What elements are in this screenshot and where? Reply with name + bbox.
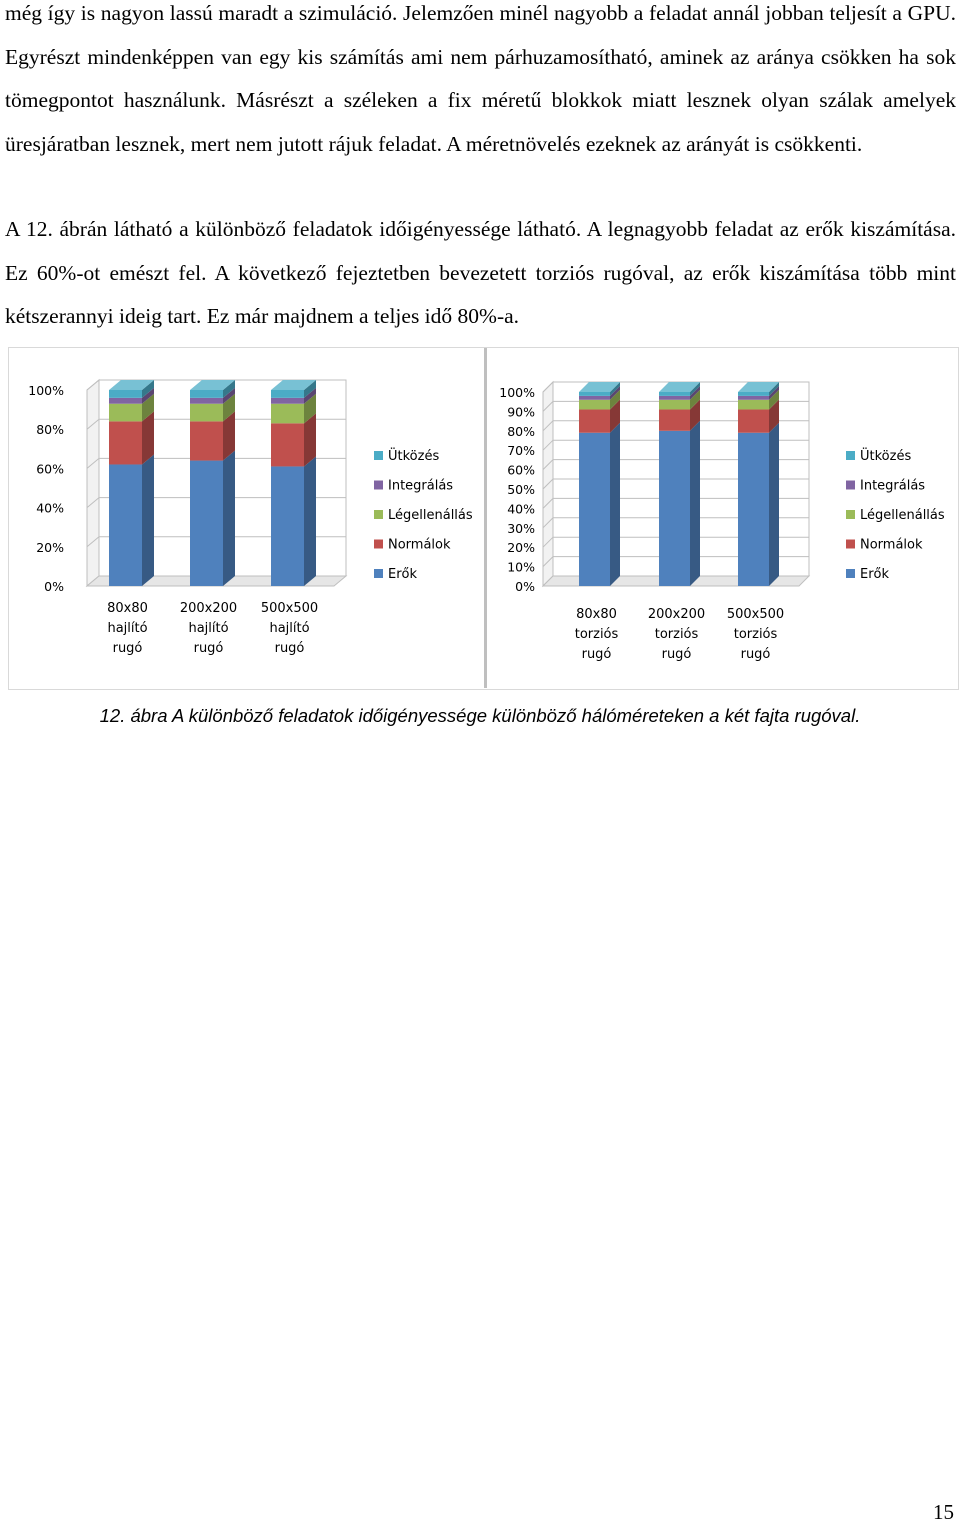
bar-segment — [190, 398, 223, 404]
bar-segment — [579, 409, 610, 432]
y-tick-label: 40% — [507, 501, 535, 517]
y-tick-label: 20% — [507, 540, 535, 556]
x-category-label: torziós — [654, 627, 699, 642]
x-category-label: rugó — [193, 641, 224, 656]
bar-segment-side — [223, 451, 235, 586]
bar-segment — [109, 464, 142, 586]
x-category-label: rugó — [112, 641, 143, 656]
legend-swatch — [374, 510, 383, 519]
bar-segment — [271, 423, 304, 466]
paragraph-1: még így is nagyon lassú maradt a szimuláció. Jelemzően minél nagyobb a feladat annál jobban teljesít a GPU. Egyrészt mindenképpen van egy kis számítás ami nem párhuzamosítható, aminek az aránya csökken ha sok tömegpontot használunk. Másrészt a széleken a fix méretű blokkok miatt lesznek olyan szálak amelyek üresjáratban lesznek, mert nem jutott rájuk feladat. A méretnövelés ezeknek az arányát is csökkenti. — [5, 1, 956, 156]
y-tick-label: 90% — [507, 404, 535, 420]
y-tick-label: 40% — [36, 500, 64, 516]
bar-segment — [579, 400, 610, 410]
bar-segment — [738, 392, 769, 396]
legend-label: Légellenállás — [860, 508, 945, 523]
bar-segment — [271, 390, 304, 398]
chart-side-wall — [87, 380, 99, 586]
y-tick-label: 100% — [499, 385, 535, 400]
y-tick-label: 60% — [36, 461, 64, 477]
bar-segment — [190, 461, 223, 586]
legend-label: Integrálás — [388, 478, 454, 494]
legend-swatch — [374, 451, 383, 460]
bar-segment-side — [610, 423, 620, 586]
chart-panel-torsion-spring — [487, 348, 958, 688]
legend-label: Erők — [860, 567, 890, 582]
legend-swatch — [846, 569, 855, 578]
x-category-label: 200x200 — [647, 607, 706, 622]
bar-segment — [738, 400, 769, 410]
bar-segment — [271, 466, 304, 586]
y-tick-label: 100% — [28, 383, 64, 398]
y-tick-label: 80% — [507, 423, 535, 439]
bar-segment — [109, 404, 142, 422]
bar-segment — [738, 396, 769, 400]
bar-segment — [738, 409, 769, 432]
y-tick-label: 60% — [507, 462, 535, 478]
x-category-label: 200x200 — [179, 601, 238, 616]
bar-segment — [579, 433, 610, 586]
x-category-label: 80x80 — [576, 607, 617, 622]
y-tick-label: 30% — [507, 520, 535, 536]
legend-label: Normálok — [860, 537, 923, 553]
bar-segment — [271, 404, 304, 424]
legend-label: Erők — [388, 567, 418, 582]
chart-bending-spring — [9, 348, 484, 688]
legend-swatch — [374, 481, 383, 490]
legend-label: Normálok — [388, 537, 451, 553]
y-tick-label: 50% — [507, 482, 535, 497]
bar-segment — [190, 421, 223, 460]
bar-segment-side — [304, 456, 316, 586]
legend-swatch — [846, 451, 855, 460]
chart-panel-bending-spring — [9, 348, 484, 688]
x-category-label: torziós — [574, 627, 619, 642]
y-tick-label: 0% — [44, 579, 64, 594]
legend-swatch — [374, 569, 383, 578]
bar-segment — [579, 392, 610, 396]
x-category-label: rugó — [740, 647, 771, 662]
paragraph-2: A 12. ábrán látható a különböző feladatok időigényessége látható. A legnagyobb feladat az erők kiszámítása. Ez 60%-ot emészt fel. A következő fejeztetben bevezetett torziós rugóval, az erők kiszámítása több mint kétszerannyi ideig tart. Ez már majdnem a teljes idő 80%-a. — [5, 217, 956, 328]
legend-swatch — [846, 481, 855, 490]
page-number: 15 — [933, 1500, 954, 1524]
bar-segment — [659, 400, 690, 410]
x-category-label: hajlító — [269, 621, 310, 636]
bar-segment — [659, 392, 690, 396]
figure-caption: 12. ábra A különböző feladatok időigényessége különböző hálóméreteken a két fajta rugóval. — [99, 705, 861, 726]
bar-segment-side — [769, 423, 779, 586]
bar-segment-side — [690, 421, 700, 586]
legend-label: Ütközés — [388, 449, 440, 464]
bar-segment — [659, 396, 690, 400]
y-tick-label: 0% — [515, 579, 535, 594]
x-category-label: hajlító — [107, 621, 148, 636]
x-category-label: rugó — [581, 647, 612, 662]
bar-segment-side — [142, 454, 154, 586]
x-category-label: 80x80 — [107, 601, 148, 616]
x-category-label: hajlító — [188, 621, 229, 636]
bar-segment — [738, 433, 769, 586]
bar-segment — [659, 409, 690, 430]
x-category-label: rugó — [661, 647, 692, 662]
bar-segment — [109, 421, 142, 464]
x-category-label: rugó — [274, 641, 305, 656]
bar-segment — [190, 404, 223, 422]
y-tick-label: 10% — [507, 559, 535, 575]
x-category-label: 500x500 — [726, 607, 785, 622]
legend-label: Légellenállás — [388, 508, 473, 523]
legend-swatch — [846, 540, 855, 549]
bar-segment — [579, 396, 610, 400]
x-category-label: torziós — [733, 627, 778, 642]
y-tick-label: 20% — [36, 539, 64, 555]
bar-segment — [190, 390, 223, 398]
legend-swatch — [846, 510, 855, 519]
bar-segment — [659, 431, 690, 586]
y-tick-label: 70% — [507, 443, 535, 459]
legend-swatch — [374, 540, 383, 549]
y-tick-label: 80% — [36, 422, 64, 438]
x-category-label: 500x500 — [260, 601, 319, 616]
legend-label: Ütközés — [860, 449, 912, 464]
bar-segment — [271, 398, 304, 404]
bar-segment — [109, 398, 142, 404]
chart-torsion-spring — [487, 348, 958, 688]
bar-segment — [109, 390, 142, 398]
legend-label: Integrálás — [860, 478, 926, 494]
